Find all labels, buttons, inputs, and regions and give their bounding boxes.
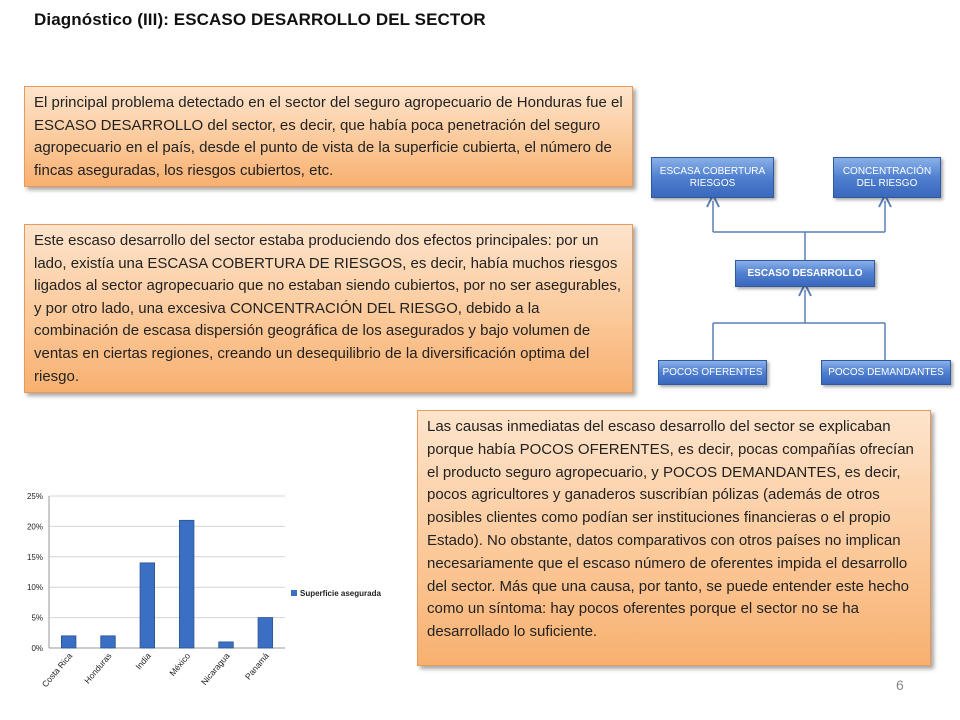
node-concentracion-riesgo: CONCENTRACIÓN DEL RIESGO (833, 157, 941, 198)
node-escaso-desarrollo: ESCASO DESARROLLO (735, 260, 875, 287)
y-tick-label: 15% (26, 552, 43, 562)
node-escasa-cobertura: ESCASA COBERTURA RIESGOS (651, 157, 774, 198)
y-tick-label: 0% (31, 644, 43, 653)
x-tick-label: México (167, 650, 193, 678)
x-tick-label: Panamá (242, 650, 271, 682)
x-tick-label: Honduras (82, 650, 114, 686)
effects-text-box: Este escaso desarrollo del sector estaba produciendo dos efectos principales: por un lado, existía una ESCASA COBERTURA DE RIESGOS, es decir, había muchos riesgos ligados al sector agropecuario que no estaban siendo cubiertos, por no ser asegurables, y por otro lado, una excesiva CONCENTRACIÓN DEL RIESGO, debido a la combinación de escasa dispersión geográfica de los asegurados y bajo volumen de ventas en ciertas regiones, creando un desequilibrio de la diversificación optima del riesgo. (24, 224, 633, 393)
page-number: 6 (896, 677, 904, 693)
problem-text-box: El principal problema detectado en el sector del seguro agropecuario de Honduras fue el ESCASO DESARROLLO del sector, es decir, que había poca penetración del seguro agropecuario en el país, desde el punto de vista de la superficie cubierta, el número de fincas aseguradas, los riesgos cubiertos, etc. (24, 86, 633, 187)
legend-swatch (291, 590, 297, 596)
bar (258, 618, 273, 648)
legend-label: Superficie asegurada (300, 589, 381, 598)
bar (101, 636, 116, 648)
y-tick-label: 10% (26, 583, 43, 593)
node-pocos-oferentes: POCOS OFERENTES (658, 360, 767, 385)
x-tick-label: India (133, 650, 153, 672)
y-tick-label: 25% (26, 492, 43, 501)
bar (179, 520, 194, 648)
slide-title: Diagnóstico (III): ESCASO DESARROLLO DEL SECTOR (34, 10, 486, 29)
causes-text-box: Las causas inmediatas del escaso desarrollo del sector se explicaban porque había POCOS OFERENTES, es decir, pocas compañías ofrecían el producto seguro agropecuario, y POCOS DEMANDANTES, es decir, pocos agricultores y ganaderos suscribían pólizas (además de otros posibles clientes como podían ser instituciones financieras o el propio Estado). No obstante, datos comparativos con otros países no implican necesariamente que el escaso número de oferentes impida el desarrollo del sector. Más que una causa, por tanto, se puede entender este hecho como un síntoma: hay pocos oferentes porque el sector no se ha desarrollado lo suficiente. (417, 410, 931, 666)
x-tick-label: Costa Rica (39, 650, 75, 690)
y-tick-label: 5% (31, 613, 43, 623)
node-pocos-demandantes: POCOS DEMANDANTES (821, 360, 951, 385)
bar (61, 636, 76, 648)
x-tick-label: Nicaragua (198, 650, 232, 687)
bar (140, 563, 155, 648)
y-tick-label: 20% (26, 522, 43, 532)
bar (219, 642, 234, 648)
bar-chart (25, 478, 405, 703)
